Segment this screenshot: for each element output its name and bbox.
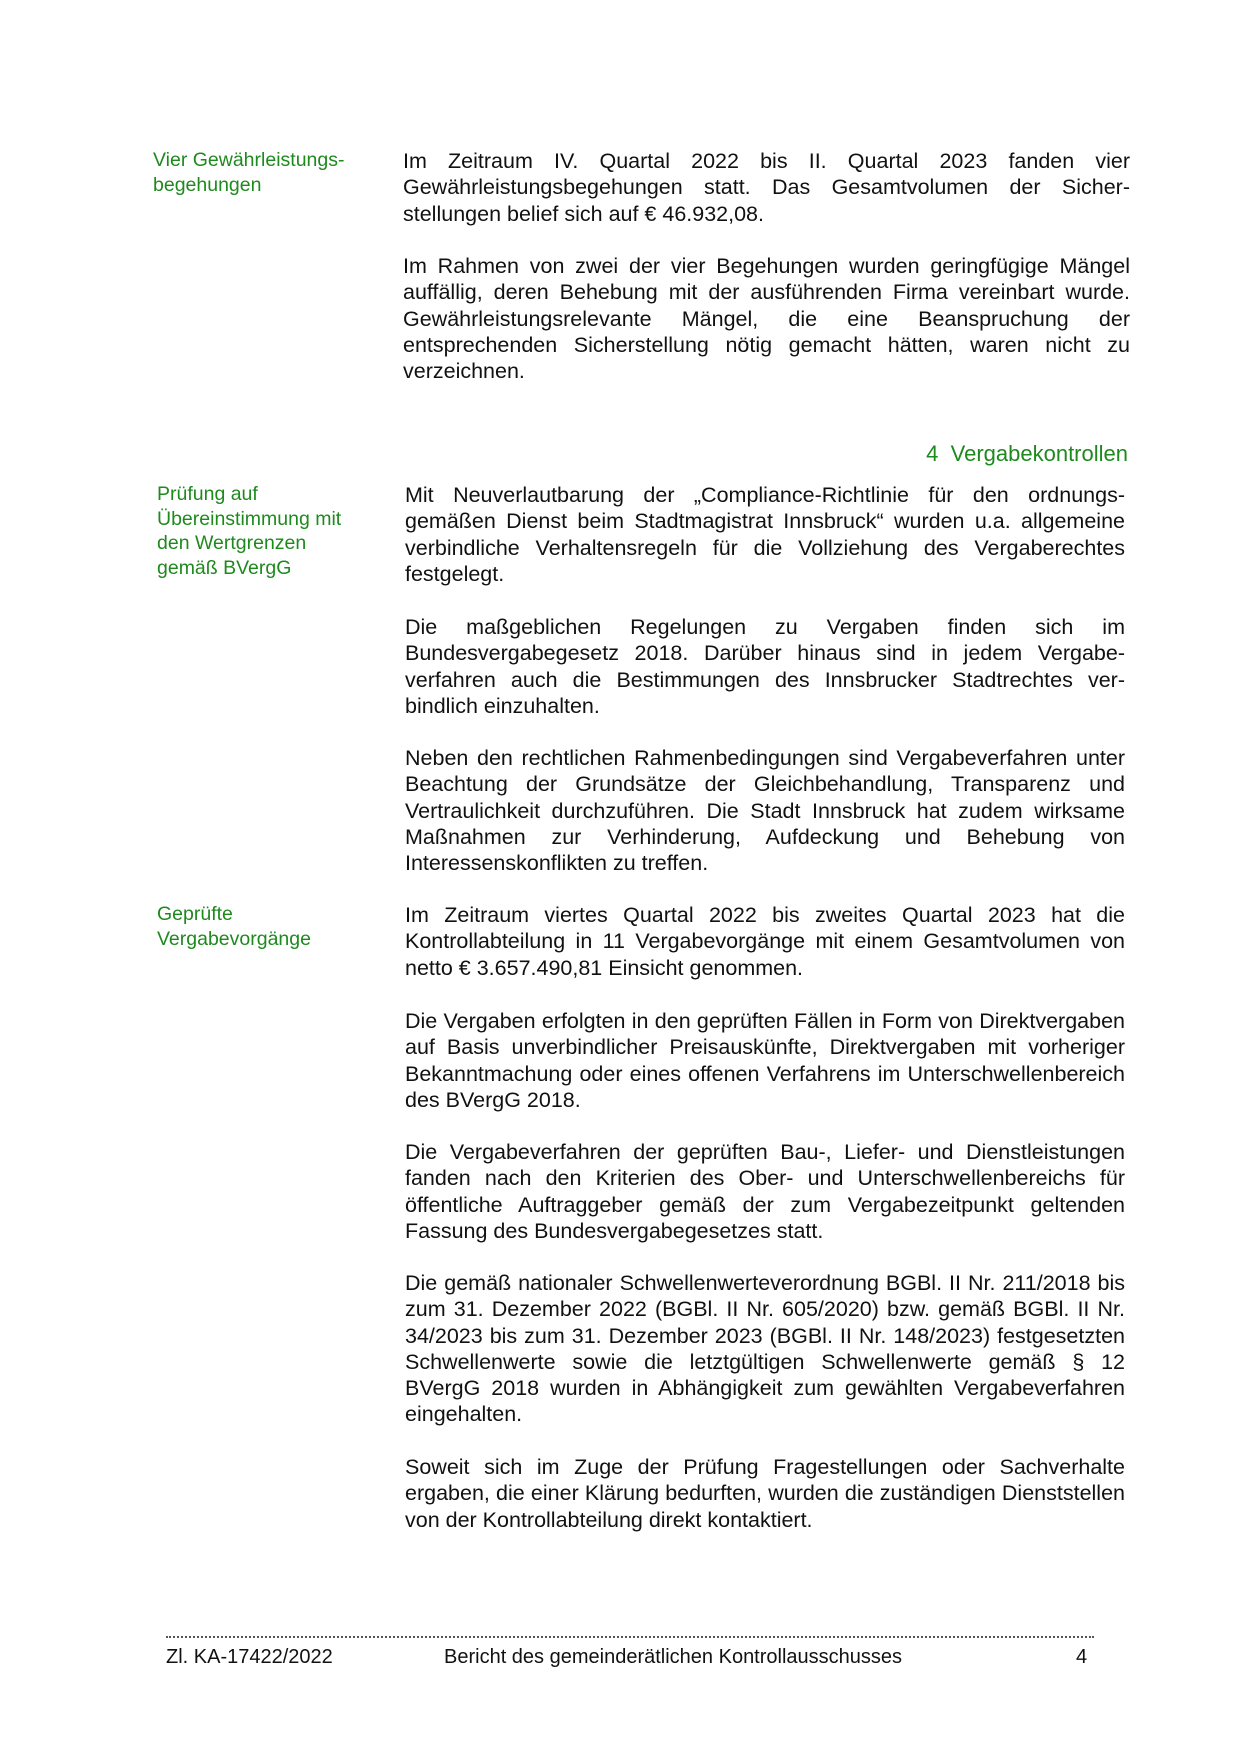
section-title: Vergabekontrollen [950,441,1128,466]
paragraph-rahmenbedingungen: Neben den rechtlichen Rahmenbedingungen sind Vergabeverfahren unter Beachtung der Grundsätze der Gleichbehandlung, Transparenz und Vertraulichkeit durchzuführen. Die Stadt Innsbruck hat zudem wirksame Maßnahmen zur Verhinderung, Aufdeckung und Behebung von Interessenskonflikten zu treffen. [405,746,1125,876]
paragraph-compliance-richtlinie: Mit Neuverlautbarung der „Compliance-Richtlinie für den ordnungsgemäßen Dienst beim Stadtmagistrat Innsbruck“ wurden u.a. allgemeine verbindliche Verhaltensregeln für die Vollziehung des Vergaberechtes festgelegt. [405,483,1125,586]
paragraph-gewaehrleistung-maengel: Im Rahmen von zwei der vier Begehungen wurden geringfügige Mängel auffällig, deren Behebung mit der ausführenden Firma vereinbart wurde. Gewährleistungsrelevante Mängel, die eine Beanspruchung der entsprechenden Sicherstellung nötig gemacht hätten, waren nicht zu verzeichnen. [403,254,1130,384]
paragraph-vergabeverfahren: Die Vergabeverfahren der geprüften Bau-, Liefer- und Dienstleistungen fanden nach den Kriterien des Ober- und Unterschwellenbereichs für öffentliche Auftraggeber gemäß der zum Vergabezeitpunkt geltenden Fassung des Bundesvergabegesetzes statt. [405,1140,1125,1243]
paragraph-klaerung: Soweit sich im Zuge der Prüfung Fragestellungen oder Sachverhalte ergaben, die einer Klärung bedurften, wurden die zuständigen Dienststellen von der Kontrollabteilung direkt kontaktiert. [405,1455,1125,1532]
section-heading [926,440,1128,468]
paragraph-vergabevorgaenge: Im Zeitraum viertes Quartal 2022 bis zweites Quartal 2023 hat die Kontrollabteilung in 11 Vergabevorgänge mit einem Gesamtvolumen von netto € 3.657.490,81 Einsicht genommen. [405,903,1125,980]
sidenote-gewaehrleistungsbegehungen: Vier Gewährleistungs-begehungen [153,149,345,196]
footer-divider [166,1636,1094,1638]
paragraph-schwellenwerte: Die gemäß nationaler Schwellenwerteverordnung BGBl. II Nr. 211/2018 bis zum 31. Dezember 2022 (BGBl. II Nr. 605/2020) bzw. gemäß BGBl. II Nr. 34/2023 bis zum 31. Dezember 2023 (BGBl. II Nr. 148/2023) festgesetzten Schwellenwerte sowie die letztgültigen Schwellenwerte gemäß § 12 BVergG 2018 wurden in Abhängigkeit zum gewählten Vergabeverfahren eingehalten. [405,1271,1125,1427]
sidenote-gepruefte-vergabevorgaenge: Geprüfte Vergabevorgänge [157,903,311,950]
footer-page-number: 4 [1076,1646,1088,1668]
sidenote-pruefung-wertgrenzen: Prüfung auf Übereinstimmung mit den Wertgrenzen gemäß BVergG [157,483,342,579]
paragraph-gewaehrleistung-intro: Im Zeitraum IV. Quartal 2022 bis II. Quartal 2023 fanden vier Gewährleistungsbegehungen statt. Das Gesamtvolumen der Sicherstellungen belief sich auf € 46.932,08. [403,149,1130,226]
footer-reference: Zl. KA-17422/2022 [166,1646,333,1668]
paragraph-vergabeformen: Die Vergaben erfolgten in den geprüften Fällen in Form von Direktvergaben auf Basis unverbindlicher Preisauskünfte, Direktvergaben mit vorheriger Bekanntmachung oder eines offenen Verfahrens im Unterschwellenbereich des BVergG 2018. [405,1009,1125,1112]
footer-report-title: Bericht des gemeinderätlichen Kontrollausschusses [444,1646,903,1668]
section-number: 4 [926,441,939,466]
paragraph-regelungen: Die maßgeblichen Regelungen zu Vergaben finden sich im Bundesvergabegesetz 2018. Darüber hinaus sind in jedem Vergabeverfahren auch die Bestimmungen des Innsbrucker Stadtrechtes verbindlich einzuhalten. [405,615,1125,718]
